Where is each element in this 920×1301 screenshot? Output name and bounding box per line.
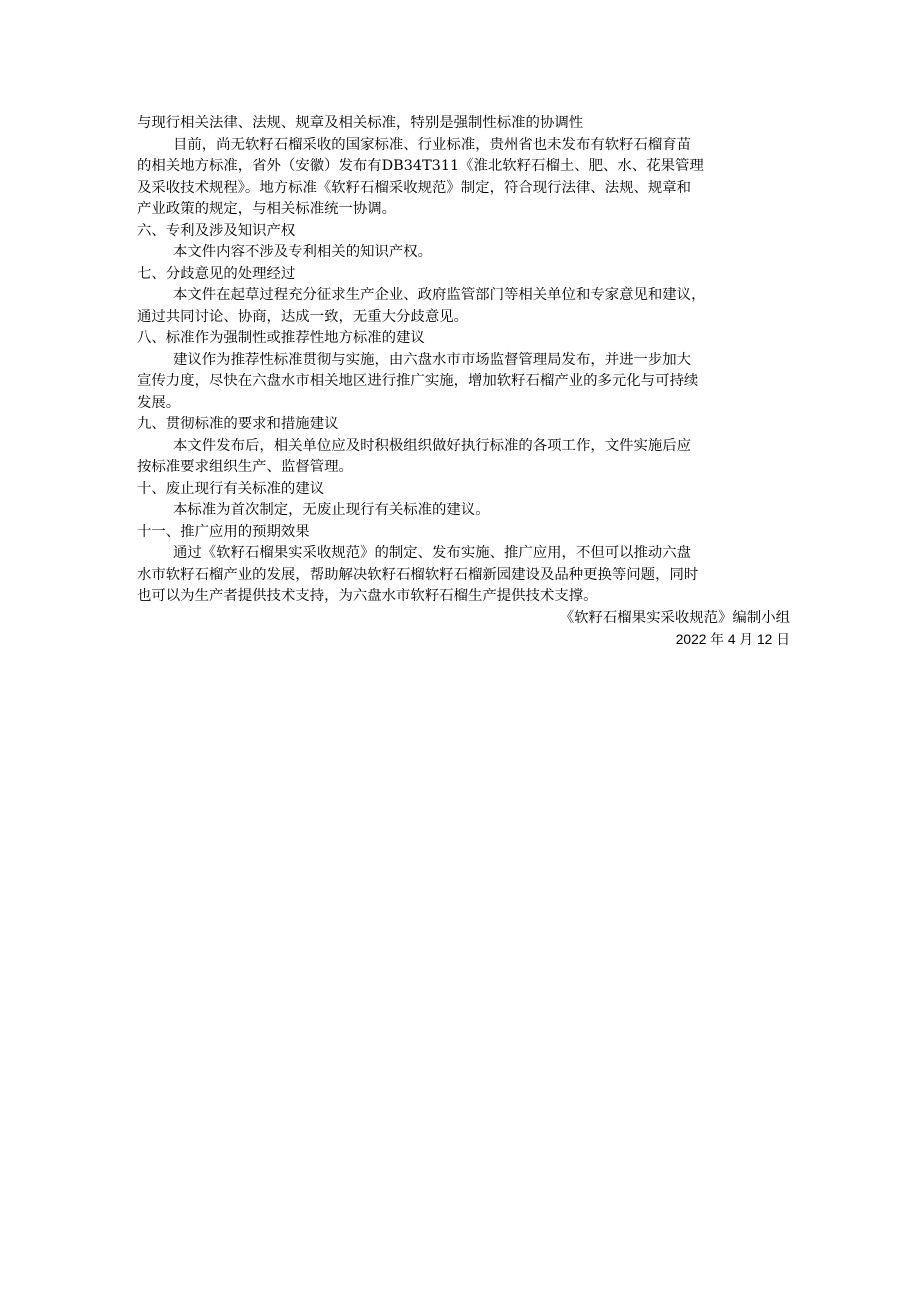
paragraph-line: 产业政策的规定，与相关标准统一协调。 [137, 201, 397, 217]
section-heading: 九、贯彻标准的要求和措施建议 [137, 416, 339, 432]
signature-group: 《软籽石榴果实采收规范》编制小组 [559, 609, 790, 626]
paragraph-line: 建议作为推荐性标准贯彻与实施，由六盘水市市场监督管理局发布，并进一步加大 [173, 351, 692, 368]
paragraph-line: 通过《软籽石榴果实采收规范》的制定、发布实施、推广应用，不但可以推动六盘 [173, 545, 692, 561]
paragraph-line: 宣传力度，尽快在六盘水市相关地区进行推广实施，增加软籽石榴产业的多元化与可持续 [137, 373, 699, 389]
paragraph-line: 及采收技术规程》。地方标准《软籽石榴采收规范》制定，符合现行法律、法规、规章和 [137, 179, 692, 196]
paragraph-line: 通过共同讨论、协商，达成一致，无重大分歧意见。 [137, 308, 468, 325]
paragraph-line: 发展。 [137, 394, 181, 411]
paragraph-line: 与现行相关法律、法规、规章及相关标准，特别是强制性标准的协调性 [137, 115, 584, 131]
paragraph-line: 本标准为首次制定，无废止现行有关标准的建议。 [173, 502, 490, 518]
signature-date: 2022 年 4 月 12 日 [675, 632, 790, 647]
paragraph-line: 本文件发布后，相关单位应及时积极组织做好执行标准的各项工作，文件实施后应 [173, 437, 692, 454]
paragraph-line: 本文件内容不涉及专利相关的知识产权。 [173, 244, 433, 260]
section-heading: 十一、推广应用的预期效果 [137, 523, 310, 540]
section-heading: 六、专利及涉及知识产权 [137, 222, 296, 239]
paragraph-line: 目前，尚无软籽石榴采收的国家标准、行业标准，贵州省也未发布有软籽石榴育苗 [173, 136, 692, 153]
section-heading: 八、标准作为强制性或推荐性地方标准的建议 [137, 330, 425, 346]
paragraph-line: 本文件在起草过程充分征求生产企业、政府监管部门等相关单位和专家意见和建议， [173, 287, 706, 303]
paragraph-line: 的相关地方标准，省外（安徽）发布有DB34T311《淮北软籽石榴土、肥、水、花果管理 [137, 158, 704, 174]
document-body [137, 113, 792, 608]
section-heading: 七、分歧意见的处理经过 [137, 265, 296, 282]
paragraph-line: 也可以为生产者提供技术支持，为六盘水市软籽石榴生产提供技术支撑。 [137, 588, 598, 604]
paragraph-line: 水市软籽石榴产业的发展，帮助解决软籽石榴软籽石榴新园建设及品种更换等问题，同时 [137, 566, 699, 583]
section-heading: 十、废止现行有关标准的建议 [137, 480, 325, 497]
paragraph-line: 按标准要求组织生产、监督管理。 [137, 459, 353, 475]
document-page [137, 113, 792, 651]
